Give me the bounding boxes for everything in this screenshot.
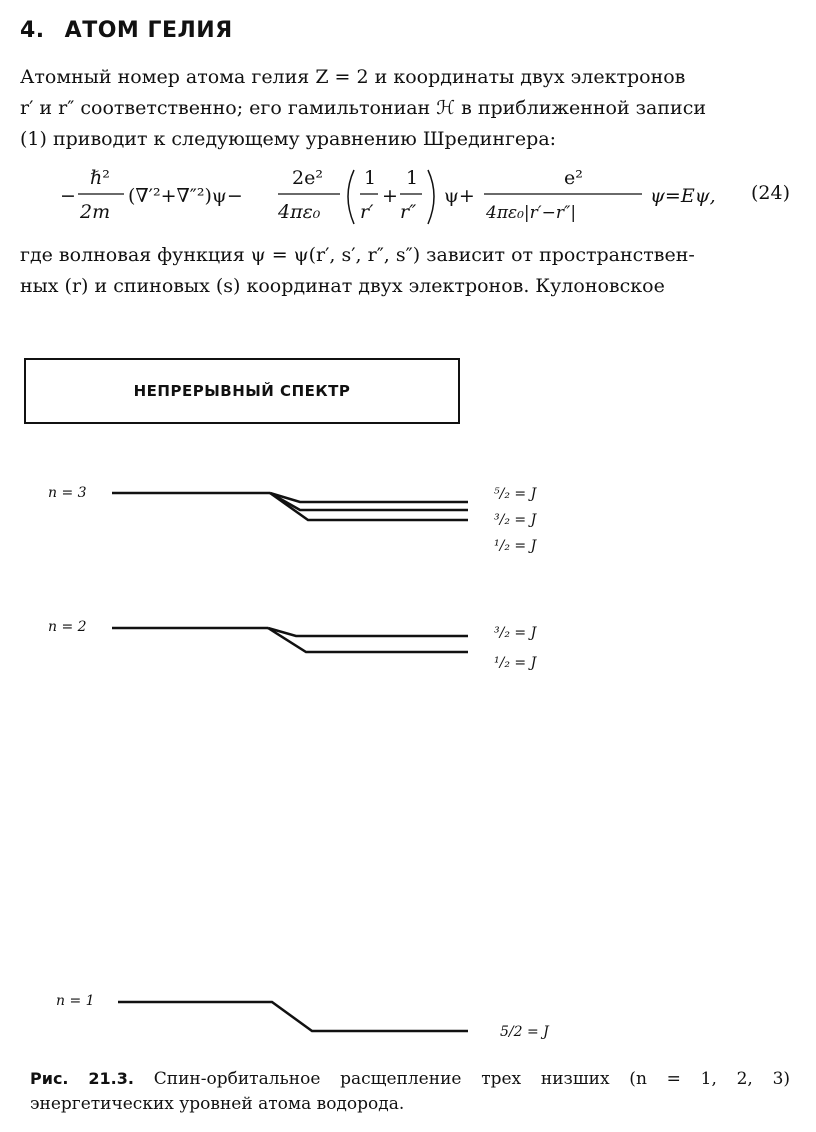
paragraph-wavefunction: [20, 240, 796, 302]
paragraph-intro-line-2: r′ и r″ соответственно; его гамильтониан ℋ в приближенной записи: [20, 97, 706, 119]
eq-2m: 2m: [80, 201, 111, 223]
eq-paren-open: [348, 170, 354, 224]
eq-paren-close: [428, 170, 434, 224]
level-n3-j-3-2: ³/₂ = J: [494, 512, 537, 528]
level-n2-j-3-2: ³/₂ = J: [494, 625, 537, 641]
equation-graphic: [60, 158, 760, 232]
section-number: 4.: [20, 18, 45, 43]
energy-level-diagram: [0, 440, 816, 1060]
paragraph-intro-line-1: Атомный номер атома гелия Z = 2 и координаты двух электронов: [20, 66, 686, 88]
eq-minus: −: [60, 185, 76, 207]
section-heading: [20, 18, 233, 43]
eq-denominator: 4πε₀|r′−r″|: [486, 203, 577, 223]
eq-r-prime: r′: [360, 201, 374, 223]
figure-caption: [30, 1066, 790, 1117]
level-n3-split-3: [270, 493, 468, 520]
eq-plus: +: [382, 185, 398, 207]
paragraph-intro: [20, 62, 796, 155]
eq-e2: e²: [564, 167, 583, 189]
level-n3-split-1: [270, 493, 468, 502]
eq-hbar2: ℏ²: [90, 167, 110, 189]
section-title: АТОМ ГЕЛИЯ: [64, 18, 233, 43]
level-n3-j-1-2: ¹/₂ = J: [494, 538, 537, 554]
eq-one-b: 1: [406, 167, 419, 189]
paragraph-wavefunction-line-1: где волновая функция ψ = ψ(r′, s′, r″, s″) зависит от пространствен-: [20, 244, 695, 266]
eq-psi-plus: ψ+: [444, 185, 475, 207]
figure-caption-text: Спин-орбитальное расщепление трех низших (n = 1, 2, 3) энергетических уровней атома водорода.: [30, 1069, 791, 1114]
figure-caption-label: Рис. 21.3.: [30, 1069, 134, 1088]
eq-2e2: 2e²: [292, 167, 323, 189]
eq-4pieps0: 4πε₀: [278, 201, 321, 223]
level-n2-label: n = 2: [48, 619, 87, 635]
level-n1-label: n = 1: [56, 993, 95, 1009]
level-n3-label: n = 3: [48, 485, 87, 501]
level-n2-j-1-2: ¹/₂ = J: [494, 655, 537, 671]
level-n1-line: [118, 1002, 468, 1031]
eq-one-a: 1: [364, 167, 377, 189]
equation-number: (24): [750, 182, 790, 204]
level-n1-j-5-2: 5/2 = J: [500, 1024, 549, 1040]
continuum-spectrum-box: [24, 358, 460, 424]
continuum-spectrum-label: НЕПРЕРЫВНЫЙ СПЕКТР: [133, 382, 351, 400]
paragraph-wavefunction-line-2: ных (r) и спиновых (s) координат двух электронов. Кулоновское: [20, 275, 665, 297]
eq-rhs: ψ=Eψ,: [650, 185, 716, 207]
eq-r-dprime: r″: [400, 201, 417, 223]
level-n3-j-5-2: ⁵/₂ = J: [494, 486, 537, 502]
eq-nablas: (∇′²+∇″²)ψ−: [128, 185, 243, 207]
paragraph-intro-line-3: (1) приводит к следующему уравнению Шредингера:: [20, 128, 557, 150]
level-n2-split-2: [268, 628, 468, 652]
level-n2-split-1: [268, 628, 468, 636]
schrodinger-equation: [20, 158, 796, 232]
